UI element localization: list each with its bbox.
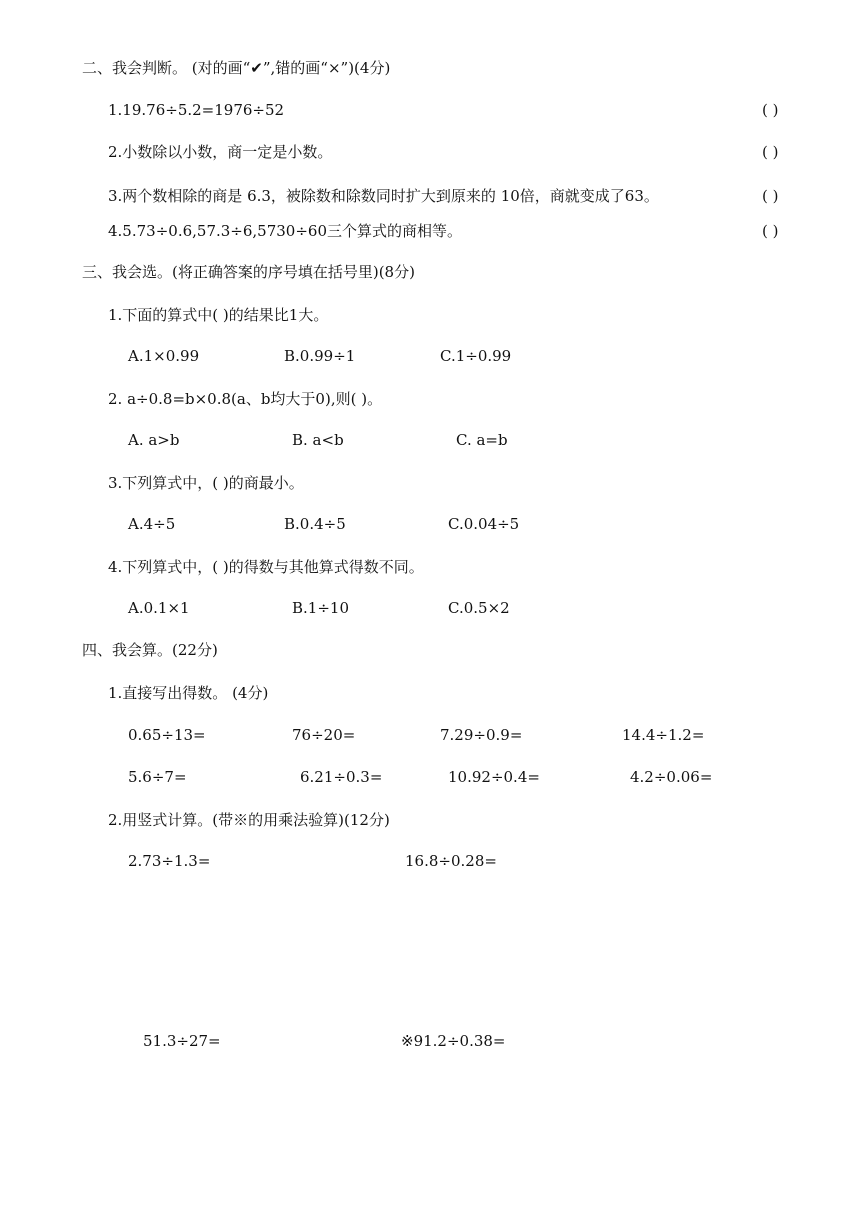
choice-option-1c[interactable]: C.1÷0.99 [440,347,512,365]
mental-math-item: 4.2÷0.06= [630,768,713,786]
choice-option-2b[interactable]: B. a<b [292,431,344,449]
answer-blank-1[interactable]: ( ) [762,101,779,119]
choice-question-3: 3.下列算式中，( )的商最小。 [108,474,304,492]
vertical-calc-problem: 2.73÷1.3= [128,852,211,870]
choice-option-3b[interactable]: B.0.4÷5 [284,515,346,533]
answer-blank-3[interactable]: ( ) [762,187,779,205]
choice-option-1b[interactable]: B.0.99÷1 [284,347,356,365]
mental-math-item: 76÷20= [292,726,356,744]
choice-option-4c[interactable]: C.0.5×2 [448,599,510,617]
choice-question-1: 1.下面的算式中( )的结果比1大。 [108,306,329,324]
mental-math-item: 0.65÷13= [128,726,206,744]
choice-option-4b[interactable]: B.1÷10 [292,599,349,617]
judge-item-1: 1.19.76÷5.2=1976÷52 [108,101,285,119]
answer-blank-2[interactable]: ( ) [762,143,779,161]
choice-option-3a[interactable]: A.4÷5 [128,515,176,533]
vertical-calc-title: 2.用竖式计算。(带※的用乘法验算)(12分) [108,811,390,829]
mental-math-item: 10.92÷0.4= [448,768,540,786]
mental-math-item: 6.21÷0.3= [300,768,383,786]
choice-option-2a[interactable]: A. a>b [128,431,180,449]
choice-option-4a[interactable]: A.0.1×1 [128,599,190,617]
judge-item-4: 4.5.73÷0.6,57.3÷6,5730÷60三个算式的商相等。 [108,222,463,240]
vertical-calc-problem: ※91.2÷0.38= [401,1032,506,1050]
judge-item-3: 3.两个数相除的商是 6.3，被除数和除数同时扩大到原来的 10倍，商就变成了63。 [108,187,659,205]
mental-math-item: 7.29÷0.9= [440,726,523,744]
choice-question-4: 4.下列算式中，( )的得数与其他算式得数不同。 [108,558,424,576]
vertical-calc-problem: 16.8÷0.28= [405,852,497,870]
mental-math-item: 5.6÷7= [128,768,187,786]
choice-question-2: 2. a÷0.8=b×0.8(a、b均大于0),则( )。 [108,390,383,408]
choice-option-1a[interactable]: A.1×0.99 [128,347,200,365]
mental-math-item: 14.4÷1.2= [622,726,705,744]
section4-title: 四、我会算。(22分) [82,641,218,659]
judge-item-2: 2.小数除以小数，商一定是小数。 [108,143,333,161]
answer-blank-4[interactable]: ( ) [762,222,779,240]
choice-option-2c[interactable]: C. a=b [456,431,508,449]
vertical-calc-problem: 51.3÷27= [143,1032,221,1050]
mental-math-title: 1.直接写出得数。 (4分) [108,684,269,702]
choice-option-3c[interactable]: C.0.04÷5 [448,515,520,533]
section2-title: 二、我会判断。 (对的画“✔”,错的画“×”)(4分) [82,59,391,77]
section3-title: 三、我会选。(将正确答案的序号填在括号里)(8分) [82,263,415,281]
